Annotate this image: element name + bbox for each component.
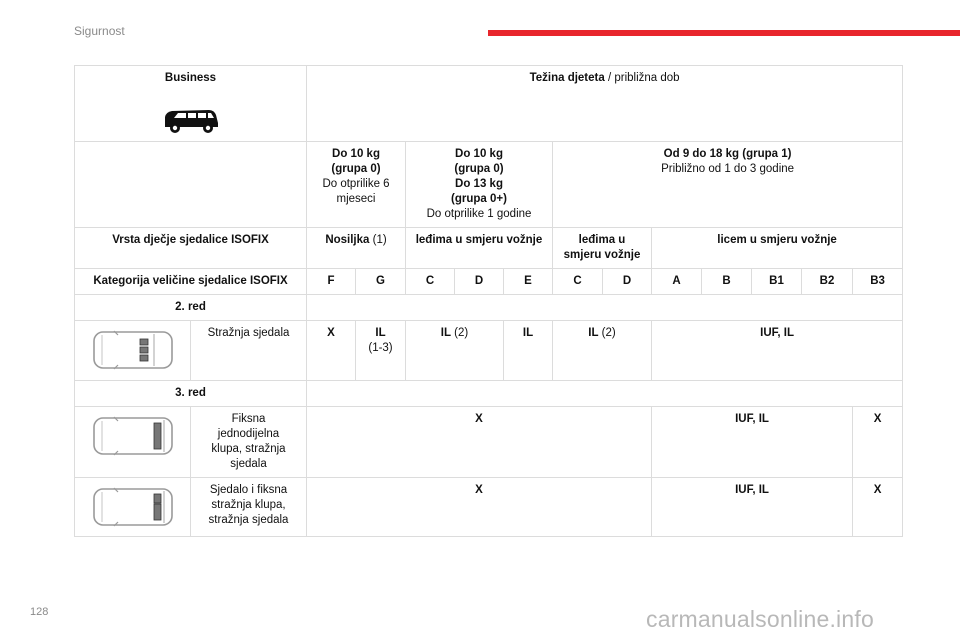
version-label: Business xyxy=(164,72,217,84)
rear-facing-text: leđima u xyxy=(578,234,626,246)
size-category-label: Kategorija veličine sjedalice ISOFIX xyxy=(75,269,307,295)
group-text: Do 10 kg xyxy=(332,148,380,160)
empty-cell xyxy=(307,295,903,321)
child-weight-label: Težina djeteta xyxy=(529,72,605,84)
category-cell: G xyxy=(356,269,406,295)
table-row xyxy=(75,407,903,478)
weight-groups-row xyxy=(75,142,903,228)
header-accent-bar xyxy=(488,30,960,36)
category-cell: E xyxy=(504,269,553,295)
group-text: Od 9 do 18 kg (grupa 1) xyxy=(663,148,792,160)
compat-cell xyxy=(356,321,406,381)
compat-cell: IUF, IL xyxy=(652,407,853,478)
row2-label: 2. red xyxy=(75,295,307,321)
compat-note: (2) xyxy=(598,327,616,339)
running-header: Sigurnost xyxy=(74,24,125,38)
seat-icon-cell xyxy=(75,407,191,478)
row2-section-row xyxy=(75,295,903,321)
table-row xyxy=(75,478,903,537)
compat-cell: X xyxy=(853,478,903,537)
group-text: (grupa 0+) xyxy=(451,193,507,205)
rear-facing-cell-2 xyxy=(553,228,652,269)
group-text: (grupa 0) xyxy=(454,163,504,175)
rear-facing-text: smjeru vožnje xyxy=(563,249,641,261)
compat-cell: IL xyxy=(504,321,553,381)
car-top-row3-bench-icon xyxy=(92,415,174,457)
row3-section-row xyxy=(75,381,903,407)
seat-name-cell xyxy=(191,478,307,537)
category-cell: B3 xyxy=(853,269,903,295)
seat-name-text: stražnja klupa, xyxy=(211,499,286,511)
seat-type-label: Vrsta dječje sjedalice ISOFIX xyxy=(75,228,307,269)
car-top-row3-seat-bench-icon xyxy=(92,486,174,528)
seat-icon-cell xyxy=(75,321,191,381)
group-text: Do 13 kg xyxy=(455,178,503,190)
table-row xyxy=(75,321,903,381)
compat-cell: X xyxy=(307,321,356,381)
carrycot-label: Nosiljka xyxy=(325,234,370,246)
compat-cell xyxy=(553,321,652,381)
group-text: (grupa 0) xyxy=(331,163,381,175)
group-text: mjeseci xyxy=(336,193,376,205)
compat-cell: X xyxy=(853,407,903,478)
size-category-row xyxy=(75,269,903,295)
car-top-row2-seats-icon xyxy=(92,329,174,371)
approx-age-label: / približna dob xyxy=(604,72,680,84)
empty-cell xyxy=(75,142,307,228)
category-cell: D xyxy=(603,269,652,295)
seat-name-text: klupa, stražnja xyxy=(211,443,286,455)
group-text: Do otprilike 1 godine xyxy=(426,208,532,220)
category-cell: F xyxy=(307,269,356,295)
seat-icon-cell xyxy=(75,478,191,537)
compat-text: IL xyxy=(440,327,451,339)
compat-note: (2) xyxy=(450,327,469,339)
seat-name-text: jednodijelna xyxy=(217,428,280,440)
group-0-cell xyxy=(307,142,406,228)
compat-text: IL xyxy=(375,327,386,339)
seat-name-cell xyxy=(191,407,307,478)
page-number: 128 xyxy=(30,606,49,618)
category-cell: B2 xyxy=(802,269,853,295)
seat-name-text: sjedala xyxy=(230,458,267,470)
watermark-text: carmanualsonline.info xyxy=(646,606,874,632)
category-cell: B xyxy=(702,269,752,295)
seat-name-cell: Stražnja sjedala xyxy=(191,321,307,381)
compat-cell: X xyxy=(307,478,652,537)
group-1-cell xyxy=(553,142,903,228)
category-cell: A xyxy=(652,269,702,295)
version-cell xyxy=(75,66,307,142)
compat-cell: IUF, IL xyxy=(652,478,853,537)
seat-name-text: Fiksna xyxy=(231,413,266,425)
carrycot-cell xyxy=(307,228,406,269)
category-cell: C xyxy=(406,269,455,295)
compat-cell: IUF, IL xyxy=(652,321,903,381)
compat-note: (1-3) xyxy=(368,342,393,354)
isofix-table xyxy=(74,65,903,537)
rear-facing-cell: leđima u smjeru vožnje xyxy=(406,228,553,269)
compat-text: IL xyxy=(588,327,599,339)
compat-cell: X xyxy=(307,407,652,478)
seat-type-row xyxy=(75,228,903,269)
category-cell: D xyxy=(455,269,504,295)
seat-name-text: stražnja sjedala xyxy=(208,514,289,526)
group-text: Približno od 1 do 3 godine xyxy=(661,163,795,175)
child-weight-header xyxy=(307,66,903,142)
table-header-row xyxy=(75,66,903,142)
carrycot-note: (1) xyxy=(369,234,387,246)
seat-name-text: Sjedalo i fiksna xyxy=(209,484,288,496)
group-text: Do otprilike 6 xyxy=(322,178,390,190)
van-side-icon xyxy=(162,106,220,134)
forward-facing-cell: licem u smjeru vožnje xyxy=(652,228,903,269)
compat-cell xyxy=(406,321,504,381)
category-cell: C xyxy=(553,269,603,295)
group-0plus-cell xyxy=(406,142,553,228)
empty-cell xyxy=(307,381,903,407)
row3-label: 3. red xyxy=(75,381,307,407)
group-text: Do 10 kg xyxy=(455,148,503,160)
category-cell: B1 xyxy=(752,269,802,295)
